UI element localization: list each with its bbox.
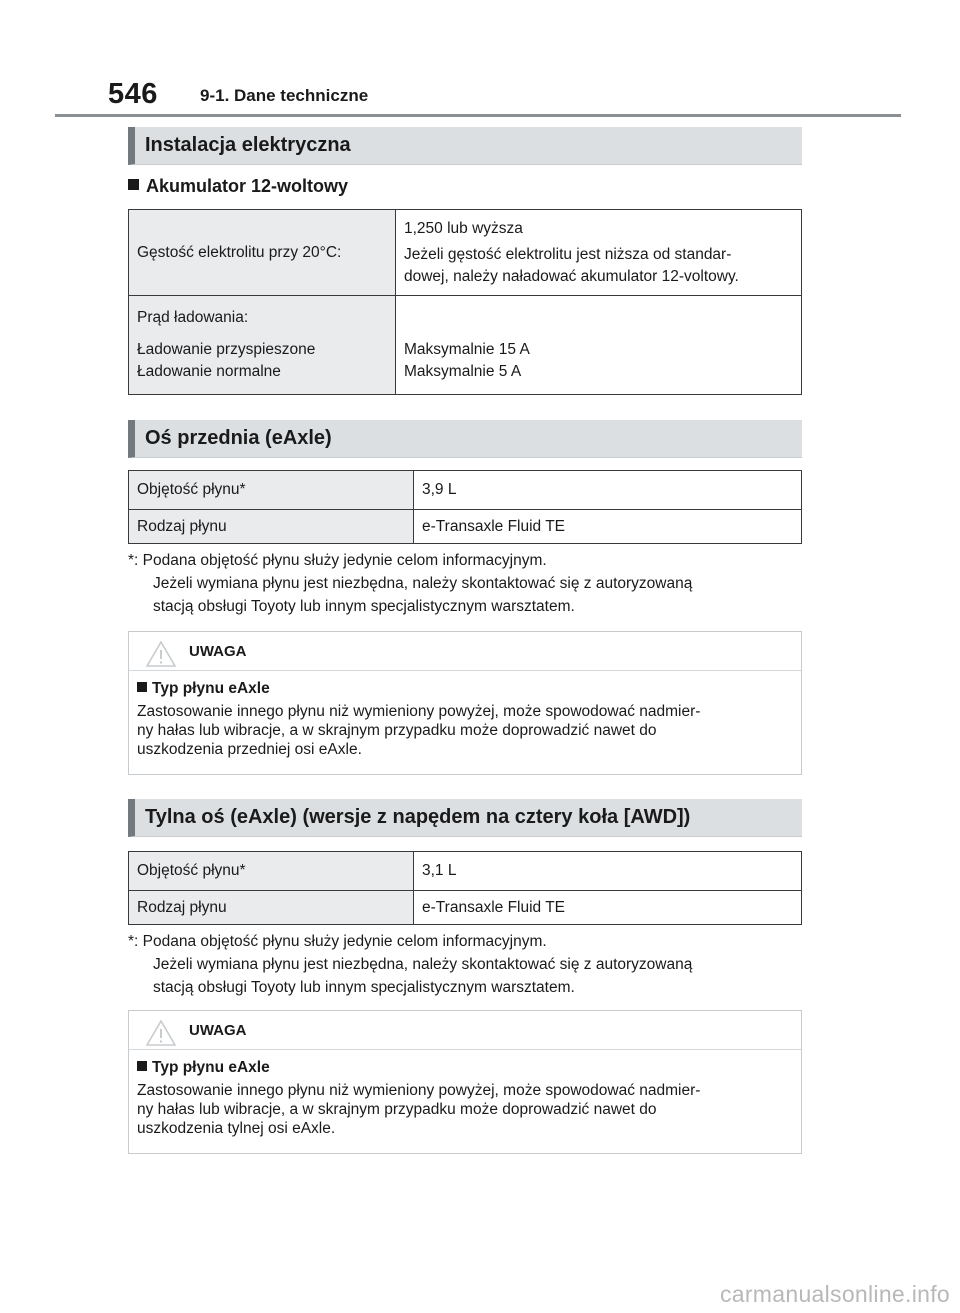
warning-text-line: ny hałas lub wibracje, a w skrajnym przypadku może doprowadzić nawet do	[137, 722, 657, 739]
warning-header	[129, 1011, 801, 1050]
front-axle-spec-table	[128, 470, 802, 544]
section-title-rear-axle: Tylna oś (eAxle) (wersje z napędem na cztery koła [AWD])	[145, 806, 691, 828]
section-title-front-axle: Oś przednia (eAxle)	[145, 427, 332, 449]
table-row	[129, 471, 802, 510]
battery-spec-table	[128, 209, 802, 395]
section-band-electrical	[128, 127, 802, 165]
table-row	[129, 852, 802, 891]
density-value: 1,250 lub wyższa Jeżeli gęstość elektrolitu jest niższa od standar- dowej, należy naładować akumulator 12-voltowy.	[396, 210, 802, 296]
section-band-front-axle	[128, 420, 802, 458]
square-bullet-icon	[137, 1061, 147, 1071]
footnote-line: Jeżeli wymiana płynu jest niezbędna, należy skontaktować się z autoryzowaną	[153, 956, 693, 973]
square-bullet-icon	[128, 179, 139, 190]
warning-text-line: ny hałas lub wibracje, a w skrajnym przypadku może doprowadzić nawet do	[137, 1101, 657, 1118]
rear-axle-warning-box	[128, 1010, 802, 1154]
fast-charge-value: Maksymalnie 15 A	[404, 341, 530, 358]
front-type-label: Rodzaj płynu	[129, 510, 414, 544]
battery-heading	[128, 176, 348, 197]
warning-title: UWAGA	[189, 1022, 247, 1039]
normal-charge-label: Ładowanie normalne	[137, 363, 281, 380]
warning-text-line: uszkodzenia przedniej osi eAxle.	[137, 741, 362, 758]
warning-text-line: Zastosowanie innego płynu niż wymieniony powyżej, może spowodować nadmier-	[137, 703, 701, 720]
rear-capacity-label: Objętość płynu*	[129, 852, 414, 891]
warning-header	[129, 632, 801, 671]
watermark: carmanualsonline.info	[719, 1281, 950, 1307]
rear-capacity-value: 3,1 L	[414, 852, 802, 891]
section-title: 9-1. Dane techniczne	[200, 86, 369, 105]
front-capacity-label: Objętość płynu*	[129, 471, 414, 510]
fast-charge-label: Ładowanie przyspieszone	[137, 341, 316, 358]
charge-labels	[129, 296, 396, 395]
footnote-line: Jeżeli wymiana płynu jest niezbędna, należy skontaktować się z autoryzowaną	[153, 575, 693, 592]
table-row	[129, 510, 802, 544]
warning-title: UWAGA	[189, 643, 247, 660]
front-capacity-value: 3,9 L	[414, 471, 802, 510]
warning-body	[129, 671, 801, 769]
warning-subtitle: Typ płynu eAxle	[137, 679, 793, 698]
warning-triangle-icon	[146, 1020, 176, 1046]
density-label: Gęstość elektrolitu przy 20°C:	[129, 210, 396, 296]
battery-heading-text: Akumulator 12-woltowy	[146, 176, 349, 196]
table-row	[129, 891, 802, 925]
warning-triangle-icon	[146, 641, 176, 667]
page-number: 546	[108, 78, 158, 110]
front-axle-footnote	[128, 549, 818, 618]
rear-axle-spec-table	[128, 851, 802, 925]
footnote-line: *: Podana objętość płynu służy jedynie celom informacyjnym.	[128, 552, 547, 569]
charge-values	[396, 296, 802, 395]
front-type-value: e-Transaxle Fluid TE	[414, 510, 802, 544]
rear-type-value: e-Transaxle Fluid TE	[414, 891, 802, 925]
rear-axle-footnote	[128, 930, 818, 999]
header-divider	[55, 114, 901, 117]
square-bullet-icon	[137, 682, 147, 692]
footnote-line: stacją obsługi Toyoty lub innym specjalistycznym warsztatem.	[153, 979, 575, 996]
warning-subtitle: Typ płynu eAxle	[137, 1058, 793, 1077]
footnote-line: *: Podana objętość płynu służy jedynie celom informacyjnym.	[128, 933, 547, 950]
table-row	[129, 296, 802, 395]
charge-label: Prąd ładowania:	[137, 309, 249, 326]
warning-body	[129, 1050, 801, 1148]
front-axle-warning-box	[128, 631, 802, 775]
warning-text-line: Zastosowanie innego płynu niż wymieniony powyżej, może spowodować nadmier-	[137, 1082, 701, 1099]
rear-type-label: Rodzaj płynu	[129, 891, 414, 925]
footnote-line: stacją obsługi Toyoty lub innym specjalistycznym warsztatem.	[153, 598, 575, 615]
warning-text-line: uszkodzenia tylnej osi eAxle.	[137, 1120, 336, 1137]
section-title-electrical: Instalacja elektryczna	[145, 134, 351, 156]
normal-charge-value: Maksymalnie 5 A	[404, 363, 522, 380]
section-band-rear-axle	[128, 799, 802, 837]
page-header	[108, 78, 908, 114]
table-row	[129, 210, 802, 296]
